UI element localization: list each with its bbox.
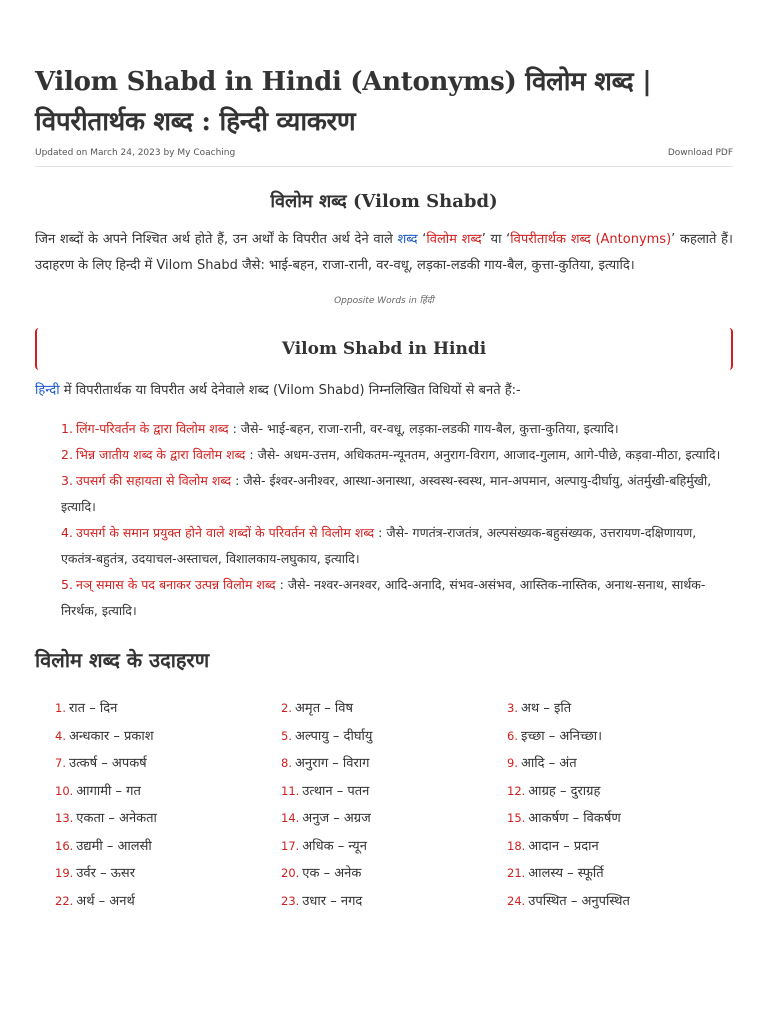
examples-heading: विलोम शब्द के उदाहरण [35,648,210,672]
article-title: Vilom Shabd in Hindi (Antonyms) विलोम शब्द | विपरीतार्थक शब्द : हिन्दी व्याकरण [35,67,652,137]
boxed-heading: Vilom Shabd in Hindi [35,328,733,370]
example-item [55,833,281,861]
example-item [55,805,281,833]
example-item [281,723,507,751]
example-number: 19. [55,866,74,880]
example-number: 2. [281,701,292,715]
example-number: 24. [507,893,526,908]
example-number: 4. [55,728,66,743]
method-number: 3. [61,473,73,488]
example-text: इच्छा – अनिच्छा। [520,728,603,744]
example-item [507,888,733,916]
method-name: उपसर्ग के समान प्रयुक्त होने वाले शब्दों के परिवर्तन से विलोम शब्द [75,525,375,540]
method-name: नञ् समास के पद बनाकर उत्पन्न विलोम शब्द [75,577,276,592]
method-name: उपसर्ग की सहायता से विलोम शब्द [75,473,232,488]
example-item [281,750,507,778]
example-text: उधार – नगद [302,893,363,909]
example-text: अल्पायु – दीर्घायु [294,728,373,744]
example-text: अनुज – अग्रज [302,811,371,826]
example-number: 16. [55,838,74,853]
para-highlight: विलोम शब्द [426,232,482,247]
example-text: आदि – अंत [520,756,577,771]
download-pdf-link[interactable]: Download PDF [667,148,733,158]
methods-intro [35,380,733,402]
example-number: 10. [55,783,74,798]
example-text: उत्कर्ष – अपकर्ष [68,756,147,771]
example-text: अर्थ – अनर्थ [76,893,135,909]
example-text: उत्थान – पतन [302,783,370,799]
method-text: : जैसे- नश्वर-अनश्वर, आदि-अनादि, संभव-असंभव, आस्तिक-नास्तिक, अनाथ-सनाथ, सार्थक-निरर्थक, इत्यादि। [61,577,706,618]
example-number: 22. [55,893,74,908]
method-text: : जैसे- अधम-उत्तम, अधिकतम-न्यूनतम, अनुराग-विराग, आजाद-गुलाम, आगे-पीछे, कड़वा-मीठा, इत्यादि। [245,447,721,462]
example-number: 8. [281,756,292,770]
example-item [507,805,733,833]
example-item [507,750,733,778]
para-text: ’ या ‘ [481,232,511,247]
method-text: : जैसे- भाई-बहन, राजा-रानी, वर-वधू, लड़का-लडकी गाय-बैल, कुत्ता-कुतिया, इत्यादि। [228,421,619,436]
para-text: ’ कहलाते हैं। उदाहरण के लिए हिन्दी में Vilom Shabd जैसे: भाई-बहन, राजा-रानी, वर-वधू, लड़का-लडकी गाय-बैल, कुत्ता-कुतिया, इत्यादि। [35,232,733,273]
example-number: 21. [507,866,526,880]
example-text: आकर्षण – विकर्षण [528,811,621,826]
method-item [61,416,733,442]
example-number: 11. [281,783,300,798]
example-number: 15. [507,811,526,825]
method-item [61,442,733,468]
example-number: 23. [281,893,300,908]
example-text: उद्यमी – आलसी [76,838,152,854]
article-meta-row [35,148,733,167]
method-name: लिंग-परिवर्तन के द्वारा विलोम शब्द [75,421,229,436]
para-text: जिन शब्दों के अपने निश्चित अर्थ होते हैं, उन अर्थों के विपरीत अर्थ देने वाले [35,232,398,247]
example-item [55,778,281,806]
example-text: रात – दिन [68,701,118,716]
example-number: 14. [281,811,300,825]
para-highlight: विपरीतार्थक शब्द (Antonyms) [510,232,672,247]
example-text: आग्रह – दुराग्रह [528,783,601,799]
para-text: ‘ [417,232,427,247]
intro-paragraph [35,227,733,279]
example-item [507,833,733,861]
example-number: 13. [55,811,74,825]
example-item [281,695,507,723]
method-text: : जैसे- गणतंत्र-राजतंत्र, अल्पसंख्यक-बहुसंख्यक, उत्तरायण-दक्षिणायण, एकतंत्र-बहुतंत्र, उदयाचल-अस्ताचल, विशालकाय-लघुकाय, इत्यादि। [61,525,697,566]
example-item [507,695,733,723]
example-item [55,888,281,916]
method-number: 5. [61,577,73,592]
example-item [281,833,507,861]
example-item [55,750,281,778]
example-number: 5. [281,728,292,743]
example-text: अनुराग – विराग [294,756,370,771]
example-number: 7. [55,756,66,770]
example-item [281,888,507,916]
example-text: अथ – इति [520,701,572,716]
example-item [55,723,281,751]
method-item [61,572,733,624]
method-item [61,468,733,520]
example-number: 17. [281,838,300,853]
example-text: अमृत – विष [294,701,353,716]
section-heading-vilom-shabd: विलोम शब्द (Vilom Shabd) [270,191,498,212]
example-item [507,723,733,751]
example-item [281,805,507,833]
example-number: 18. [507,838,526,853]
hindi-link[interactable]: हिन्दी [35,383,60,398]
example-item [507,778,733,806]
example-item [507,860,733,888]
example-text: आदान – प्रदान [528,838,599,854]
example-number: 20. [281,866,300,880]
example-item [55,860,281,888]
examples-grid [35,695,733,915]
example-text: अन्धकार – प्रकाश [68,728,154,744]
article-meta: Updated on March 24, 2023 by My Coaching [35,148,236,158]
example-text: उर्वर – ऊसर [76,866,136,881]
example-text: आलस्य – स्फूर्ति [528,866,604,881]
example-text: उपस्थित – अनुपस्थित [528,893,630,909]
method-text: : जैसे- ईश्वर-अनीश्वर, आस्था-अनास्था, अस्वस्थ-स्वस्थ, मान-अपमान, अल्पायु-दीर्घायु, अंतर्मुखी-बहिर्मुखी, इत्यादि। [61,473,712,514]
example-number: 1. [55,701,66,715]
method-number: 2. [61,447,73,462]
method-number: 1. [61,421,73,436]
example-text: एकता – अनेकता [76,811,157,826]
method-item [61,520,733,572]
example-item [55,695,281,723]
shabd-link[interactable]: शब्द [397,232,418,247]
example-number: 12. [507,783,526,798]
image-caption: Opposite Words in हिंदी [334,296,434,306]
example-item [281,860,507,888]
example-number: 6. [507,728,518,743]
methods-list [35,416,733,624]
intro-text: में विपरीतार्थक या विपरीत अर्थ देनेवाले शब्द (Vilom Shabd) निम्नलिखित विधियों से बनते हैं:- [59,383,521,398]
example-number: 3. [507,701,518,715]
example-text: एक – अनेक [302,866,362,881]
example-text: अधिक – न्यून [302,838,367,854]
example-item [281,778,507,806]
example-text: आगामी – गत [76,783,141,799]
method-name: भिन्न जातीय शब्द के द्वारा विलोम शब्द [75,447,246,462]
example-number: 9. [507,756,518,770]
method-number: 4. [61,525,73,540]
